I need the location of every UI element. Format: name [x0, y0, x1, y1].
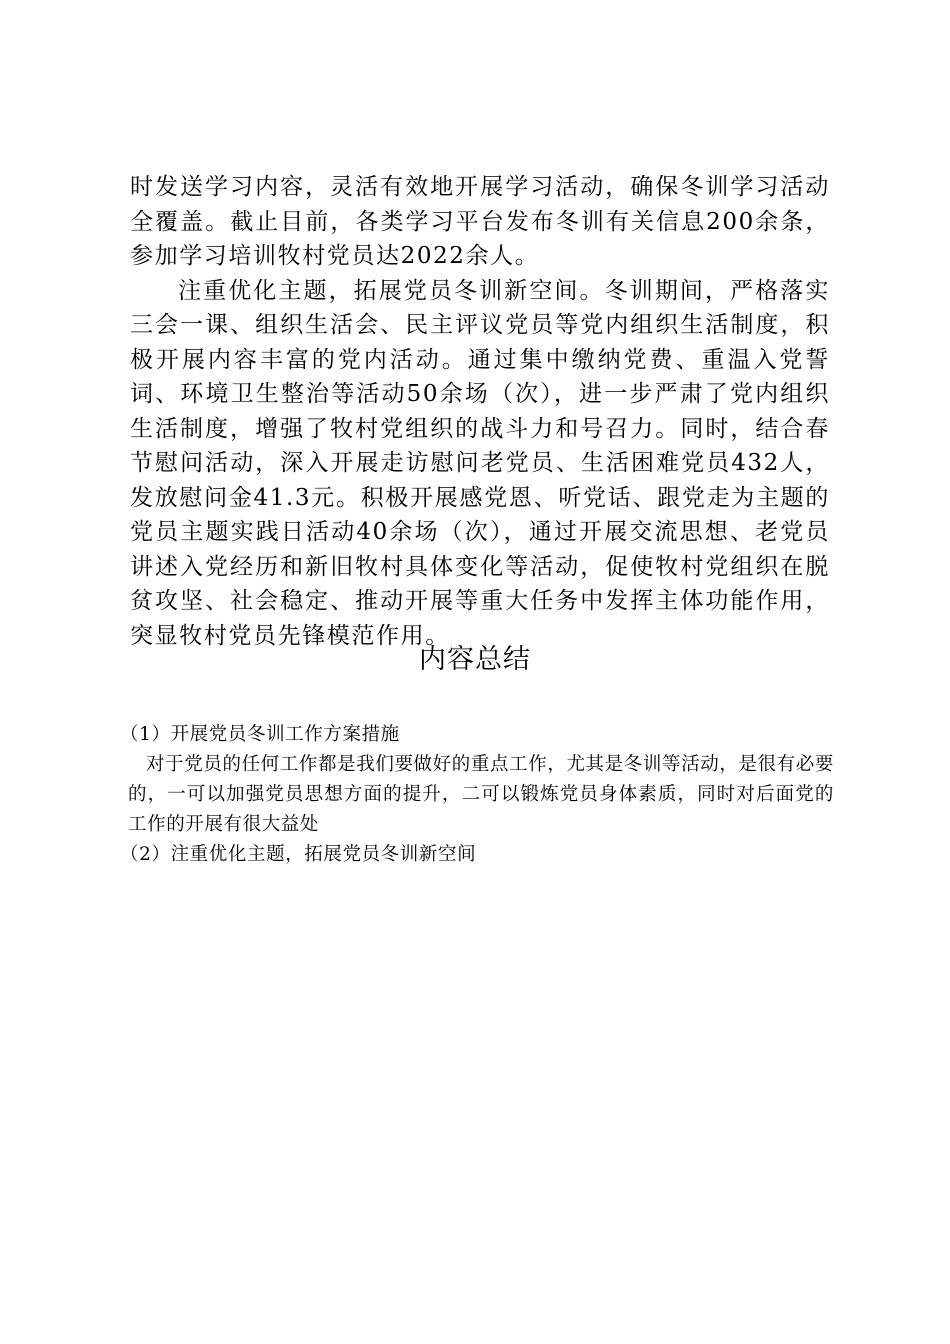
- summary-item-2-heading: （2）注重优化主题，拓展党员冬训新空间: [120, 844, 477, 865]
- body-paragraph-2: 注重优化主题，拓展党员冬训新空间。冬训期间，严格落实三会一课、组织生活会、民主评议党员等党内组织生活制度，积极开展内容丰富的党内活动。通过集中缴纳党费、重温入党誓词、环境卫生整治等活动50余场（次），进一步严肃了党内组织生活制度，增强了牧村党组织的战斗力和号召力。同时，结合春节慰问活动，深入开展走访慰问老党员、生活困难党员432人，发放慰问金41.3元。积极开展感党恩、听党话、跟党走为主题的党员主题实践日活动40余场（次），通过开展交流思想、老党员讲述入党经历和新旧牧村具体变化等活动，促使牧村党组织在脱贫攻坚、社会稳定、推动开展等重大任务中发挥主体功能作用，突显牧村党员先锋模范作用。: [130, 277, 830, 649]
- summary-title: 内容总结: [419, 644, 531, 675]
- document-body: [130, 170, 830, 653]
- summary-item-1-text: 对于党员的任何工作都是我们要做好的重点工作，尤其是冬训等活动，是很有必要的，一可以加强党员思想方面的提升，二可以锻炼党员身体素质，同时对后面党的工作的开展有很大益处: [128, 754, 834, 835]
- summary-section: [120, 720, 834, 870]
- summary-item-1-heading: （1）开展党员冬训工作方案措施: [120, 724, 400, 745]
- body-paragraph-1: 时发送学习内容，灵活有效地开展学习活动，确保冬训学习活动全覆盖。截止目前，各类学习平台发布冬训有关信息200余条，参加学习培训牧村党员达2022余人。: [130, 174, 830, 269]
